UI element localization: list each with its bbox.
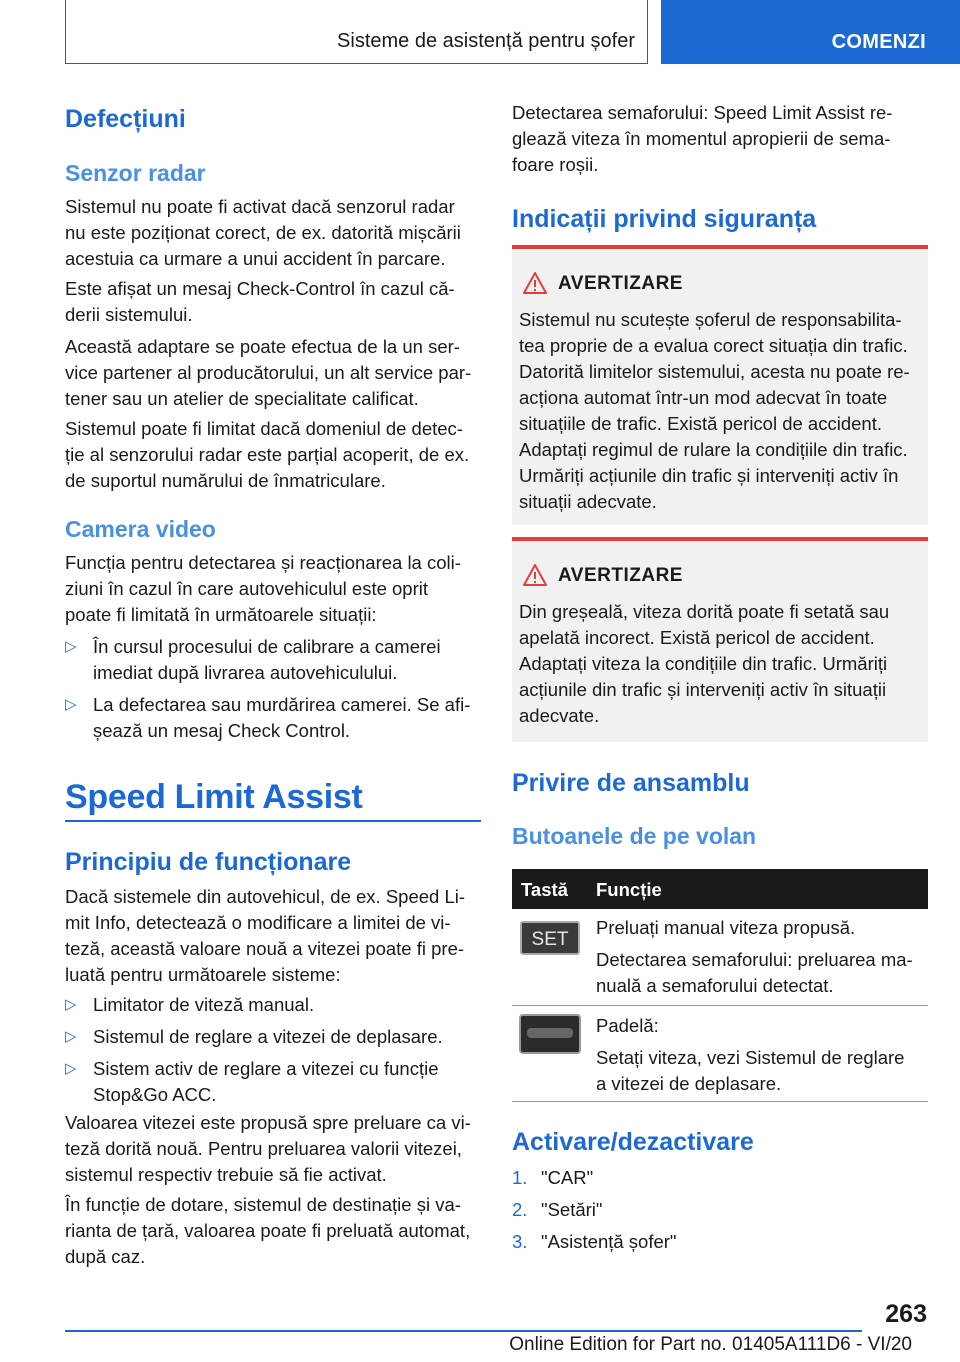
text-line: teză dorită nouă. Pentru preluarea valorii vitezei,	[65, 1138, 462, 1159]
header-tab-comenzi[interactable]	[661, 0, 960, 64]
header-tab-label: COMENZI	[831, 31, 926, 53]
principle-paragraph-1	[65, 884, 485, 988]
warning-triangle-icon	[522, 271, 548, 295]
text-line: acțiunile din trafic și interveniți activ în situații	[519, 679, 887, 700]
header-section-title: Sisteme de asistență pentru șofer	[337, 30, 635, 52]
step-1	[512, 1165, 594, 1191]
safety-title: Indicații privind siguranța	[512, 205, 817, 233]
step-number: 2.	[512, 1199, 528, 1220]
text-line: Dacă sistemele din autovehicul, de ex. Speed Li-	[65, 886, 466, 907]
text-line: teză, această valoare nouă a vitezei poate fi pre-	[65, 938, 465, 959]
text-line: Datorită limitelor sistemului, acesta nu poate re-	[519, 361, 910, 382]
footer-rule	[65, 1330, 862, 1332]
triangle-right-icon: ▷	[65, 996, 77, 1013]
warning-body	[519, 307, 927, 515]
principle-title: Principiu de funcționare	[65, 848, 352, 876]
text-line: derii sistemului.	[65, 304, 193, 325]
principle-paragraph-3	[65, 1192, 485, 1270]
table-row-divider	[512, 1101, 928, 1102]
step-text: "Asistență șofer"	[541, 1231, 677, 1252]
footer-edition: Online Edition for Part no. 01405A111D6 - VI/20	[509, 1334, 912, 1355]
text-line: Sistemul nu scutește șoferul de responsabilita-	[519, 309, 902, 330]
text-line: vice partener al producătorului, un alt service par-	[65, 362, 472, 383]
text-line: La defectarea sau murdărirea camerei. Se afi-	[93, 694, 471, 715]
text-line: acestuia ca urmare a unui accident în parcare.	[65, 248, 446, 269]
text-line: Stop&Go ACC.	[93, 1084, 217, 1105]
text-line: adecvate.	[519, 705, 600, 726]
text-line: Preluați manual viteza propusă.	[596, 917, 856, 938]
activation-title: Activare/dezactivare	[512, 1128, 754, 1156]
camera-title: Camera video	[65, 516, 216, 542]
text-line: Padelă:	[596, 1015, 659, 1036]
text-line: șează un mesaj Check Control.	[93, 720, 351, 741]
text-line: mit Info, detectează o modificare a limitei de vi-	[65, 912, 451, 933]
text-line: sistemul respectiv trebuie să fie activat.	[65, 1164, 387, 1185]
text-line: ție al senzorului radar este parțial acoperit, de ex.	[65, 444, 470, 465]
table-row-divider	[512, 1005, 928, 1006]
text-line: Adaptați regimul de rulare la condițiile din trafic.	[519, 439, 908, 460]
principle-bullet-3	[65, 1056, 485, 1108]
text-line: nu este poziționat corect, de ex. datorită mișcării	[65, 222, 461, 243]
principle-bullet-1	[65, 992, 485, 1018]
warning-body	[519, 599, 927, 729]
text-line: glează viteza în momentul apropierii de sema-	[512, 128, 891, 149]
triangle-right-icon: ▷	[65, 1028, 77, 1045]
warning-title: AVERTIZARE	[558, 273, 683, 294]
text-line: Această adaptare se poate efectua de la un ser-	[65, 336, 460, 357]
radar-title: Senzor radar	[65, 160, 206, 186]
set-button-icon: SET	[520, 921, 580, 955]
text-line: Funcția pentru detectarea și reacționarea la coli-	[65, 552, 461, 573]
speed-limit-assist-title: Speed Limit Assist	[65, 778, 363, 816]
text-line: după caz.	[65, 1246, 146, 1267]
radar-paragraph-2	[65, 276, 485, 328]
text-line: Limitator de viteză manual.	[93, 994, 315, 1015]
text-line: nuală a semaforului detectat.	[596, 975, 834, 996]
principle-bullet-2	[65, 1024, 485, 1050]
warning-box-1	[512, 245, 928, 525]
text-line: rianta de țară, valoarea poate fi preluată automat,	[65, 1220, 471, 1241]
step-number: 1.	[512, 1167, 528, 1188]
text-line: tener sau un atelier de specialitate calificat.	[65, 388, 419, 409]
text-line: Este afișat un mesaj Check-Control în cazul că-	[65, 278, 455, 299]
text-line: Sistemul poate fi limitat dacă domeniul de detec-	[65, 418, 463, 439]
camera-paragraph-1	[65, 550, 485, 628]
header-section-box	[65, 0, 648, 64]
text-line: Urmăriți acțiunile din trafic și interveniți activ în	[519, 465, 899, 486]
radar-paragraph-4	[65, 416, 485, 494]
table-col-function: Funcție	[596, 879, 662, 900]
text-line: acționa automat într-un mod adecvat în toate	[519, 387, 888, 408]
table-col-key: Tastă	[521, 879, 568, 900]
camera-bullet-2	[65, 692, 485, 744]
triangle-right-icon: ▷	[65, 638, 77, 655]
table-row-1-function	[596, 915, 926, 999]
table-header	[512, 869, 928, 909]
warning-box-2	[512, 537, 928, 742]
text-line: Sistemul de reglare a vitezei de deplasare.	[93, 1026, 443, 1047]
page-number: 263	[885, 1300, 927, 1328]
defects-title: Defecțiuni	[65, 105, 186, 133]
step-3	[512, 1229, 677, 1255]
principle-paragraph-2	[65, 1110, 485, 1188]
text-line: Adaptați viteza la condițiile din trafic. Urmăriți	[519, 653, 888, 674]
step-text: "CAR"	[541, 1167, 594, 1188]
traffic-light-paragraph	[512, 100, 932, 178]
text-line: tea proprie de a evalua corect situația din trafic.	[519, 335, 908, 356]
warning-title: AVERTIZARE	[558, 565, 683, 586]
step-number: 3.	[512, 1231, 528, 1252]
text-line: de suportul numărului de înmatriculare.	[65, 470, 386, 491]
text-line: Setați viteza, vezi Sistemul de reglare	[596, 1047, 905, 1068]
text-line: situații adecvate.	[519, 491, 657, 512]
steering-buttons-title: Butoanele de pe volan	[512, 823, 757, 849]
text-line: Sistemul nu poate fi activat dacă senzorul radar	[65, 196, 455, 217]
step-2	[512, 1197, 603, 1223]
text-line: situațiile de trafic. Există pericol de accident.	[519, 413, 882, 434]
text-line: Din greșeală, viteza dorită poate fi setată sau	[519, 601, 890, 622]
text-line: În cursul procesului de calibrare a camerei	[93, 636, 441, 657]
text-line: ziuni în cazul în care autovehiculul este oprit	[65, 578, 429, 599]
table-row-2-function	[596, 1013, 926, 1097]
triangle-right-icon: ▷	[65, 696, 77, 713]
paddle-icon	[519, 1014, 581, 1054]
warning-triangle-icon	[522, 563, 548, 587]
radar-paragraph-1	[65, 194, 485, 272]
text-line: Detectarea semaforului: Speed Limit Assist re-	[512, 102, 893, 123]
camera-bullet-1	[65, 634, 485, 686]
text-line: Detectarea semaforului: preluarea ma-	[596, 949, 913, 970]
text-line: poate fi limitată în următoarele situații:	[65, 604, 377, 625]
text-line: apelată incorect. Există pericol de accident.	[519, 627, 875, 648]
triangle-right-icon: ▷	[65, 1060, 77, 1077]
text-line: În funcție de dotare, sistemul de destinație și va-	[65, 1194, 461, 1215]
text-line: foare roșii.	[512, 154, 599, 175]
overview-title: Privire de ansamblu	[512, 769, 750, 797]
text-line: imediat după livrarea autovehiculului.	[93, 662, 398, 683]
text-line: Valoarea vitezei este propusă spre preluare ca vi-	[65, 1112, 471, 1133]
title-underline	[65, 820, 481, 822]
text-line: luată pentru următoarele sisteme:	[65, 964, 341, 985]
text-line: a vitezei de deplasare.	[596, 1073, 782, 1094]
step-text: "Setări"	[541, 1199, 603, 1220]
radar-paragraph-3	[65, 334, 485, 412]
text-line: Sistem activ de reglare a vitezei cu funcție	[93, 1058, 439, 1079]
